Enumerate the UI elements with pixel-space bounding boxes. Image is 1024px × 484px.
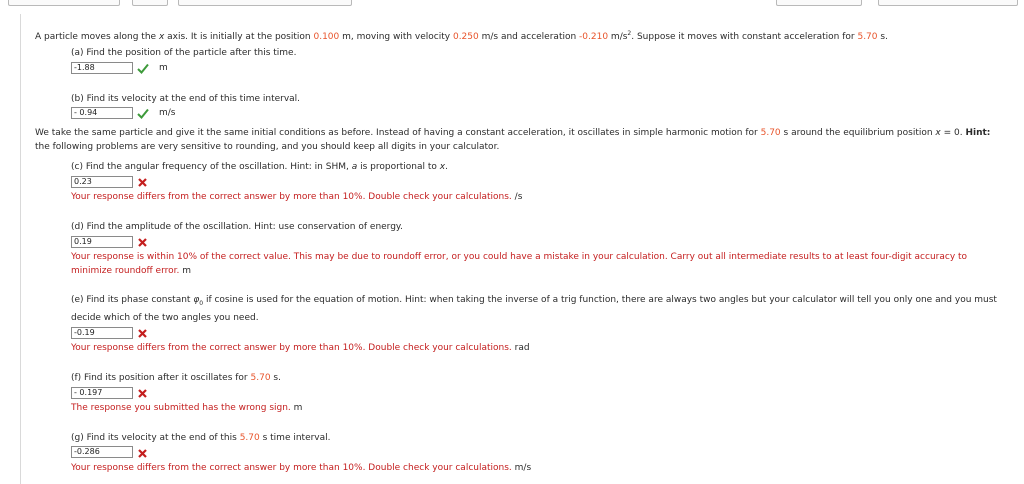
toolbar — [0, 0, 1024, 13]
question-d: (d) Find the amplitude of the oscillation. Hint: use conservation of energy. — [71, 222, 403, 232]
feedback-f: The response you submitted has the wrong sign. m — [71, 403, 303, 413]
answer-a-field[interactable]: -1.88 — [71, 62, 133, 74]
toolbar-button-5[interactable] — [878, 0, 1018, 6]
feedback-e: Your response differs from the correct answer by more than 10%. Double check your calculations. rad — [71, 343, 530, 353]
x-icon — [137, 388, 148, 399]
feedback-c: Your response differs from the correct answer by more than 10%. Double check your calculations. /s — [71, 192, 523, 202]
x-icon — [137, 328, 148, 339]
x-icon — [137, 237, 148, 248]
x-icon — [137, 177, 148, 188]
answer-b-field[interactable]: - 0.94 — [71, 107, 133, 119]
shm-statement: We take the same particle and give it the same initial conditions as before. Instead of having a constant acceleration, it oscillates in simple harmonic motion for 5.70 s around the equilibrium position x = 0. Hint: the following problems are very sensitive to rounding, and you should keep all digits in your calculator. — [35, 128, 991, 152]
answer-d-field[interactable]: 0.19 — [71, 236, 133, 248]
question-a: (a) Find the position of the particle after this time. — [71, 48, 297, 58]
answer-e-field[interactable]: -0.19 — [71, 327, 133, 339]
question-panel — [20, 14, 1021, 484]
toolbar-button-4[interactable] — [776, 0, 862, 6]
toolbar-button-2[interactable] — [132, 0, 168, 6]
check-icon — [137, 108, 149, 119]
feedback-g: Your response differs from the correct answer by more than 10%. Double check your calculations. m/s — [71, 463, 532, 473]
unit-a: m — [159, 63, 168, 73]
toolbar-button-3[interactable] — [178, 0, 352, 6]
feedback-d: Your response is within 10% of the correct value. This may be due to roundoff error, or you could have a mistake in your calculation. Carry out all intermediate results to at least four-digit accuracy to minimize roundoff error. m — [71, 252, 968, 276]
question-c: (c) Find the angular frequency of the oscillation. Hint: in SHM, a is proportional to x. — [71, 162, 448, 172]
answer-g-field[interactable]: -0.286 — [71, 446, 133, 458]
answer-f-field[interactable]: - 0.197 — [71, 387, 133, 399]
problem-statement: A particle moves along the x axis. It is initially at the position 0.100 m, moving with velocity 0.250 m/s and acceleration -0.210 $m/s^2$. Suppose it moves with constant acceleration for 5.70 s. — [35, 30, 888, 42]
question-g: (g) Find its velocity at the end of this 5.70 s time interval. — [71, 433, 331, 443]
unit-b: m/s — [159, 108, 176, 118]
answer-c-field[interactable]: 0.23 — [71, 176, 133, 188]
x-icon — [137, 448, 148, 459]
question-b: (b) Find its velocity at the end of this time interval. — [71, 94, 301, 104]
question-e: (e) Find its phase constant $\varphi_0$ if cosine is used for the equation of motion. Hint: when taking the inverse of a trig function, there are always two angles but your calculator will tell you only one and you must decide which of the two angles you need. — [71, 295, 997, 323]
toolbar-button-1[interactable] — [8, 0, 120, 6]
question-f: (f) Find its position after it oscillates for 5.70 s. — [71, 373, 281, 383]
check-icon — [137, 63, 149, 74]
